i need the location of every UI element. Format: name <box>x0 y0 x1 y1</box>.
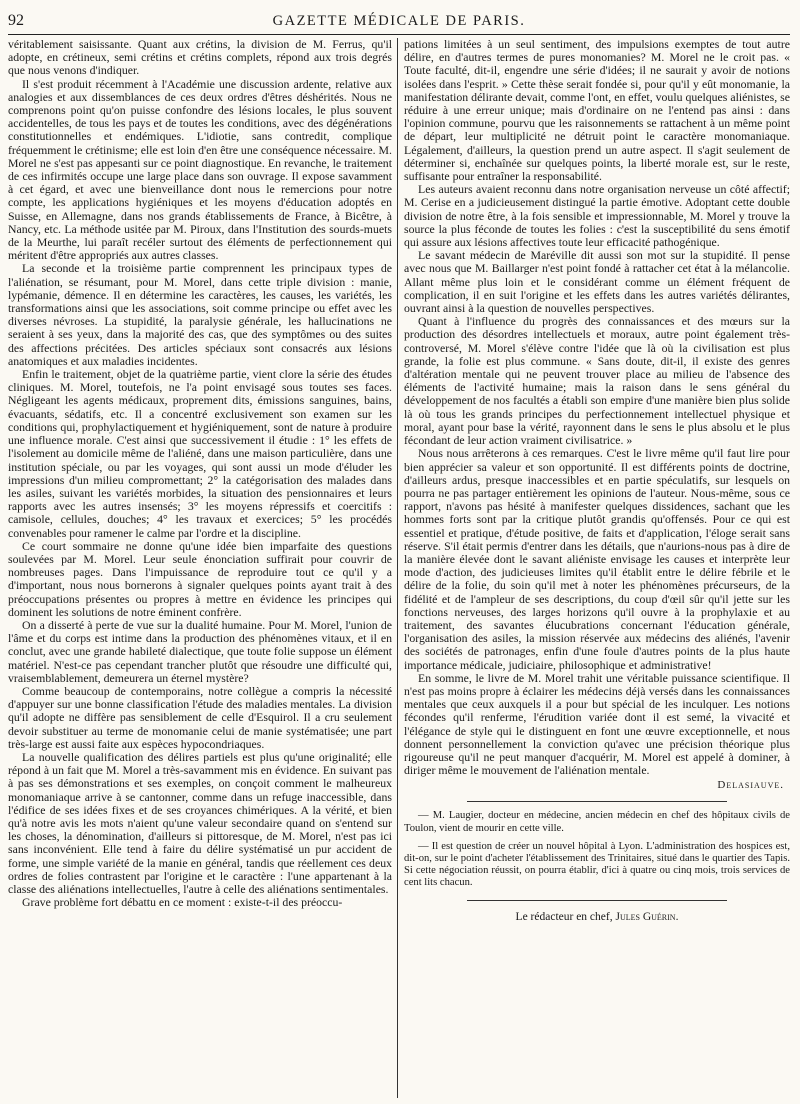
section-separator <box>467 801 727 802</box>
news-item: — M. Laugier, docteur en médecine, ancien médecin en chef des hôpitaux civils de Toulon, vient de mourir en cette ville. <box>404 810 790 834</box>
article-columns <box>8 38 790 1098</box>
news-items <box>404 810 790 889</box>
author-signature: Delasiauve. <box>717 779 784 792</box>
page-header <box>8 12 790 35</box>
paragraph: Les auteurs avaient reconnu dans notre organisation nerveuse un côté affectif; M. Cerise en a judicieusement distingué la partie émotive. Adoptant cette double division de notre être, à la fois sensible et impressionnable, M. Morel y trouve la source la plus féconde de toutes les folies : c'est la susceptibilité du sens émotif qui assure aux lésions affectives toute leur efficacité pathogénique. <box>404 182 790 250</box>
paragraph: En somme, le livre de M. Morel trahit une véritable puissance scientifique. Il n'est pas moins propre à éclairer les médecins déjà versés dans les connaissances mentales que ceux auxquels il a pour but spécial de les inculquer. Les notions fécondes qu'il renferme, l'érudition variée dont il est semé, la vivacité et l'élégance de style qui le distinguent en font une œuvre exceptionnelle, et nous donnent personnellement la conviction qu'avec une précision théorique plus rigoureuse qu'il ne peut manquer d'acquérir, M. Morel est appelé à dominer, à diriger même le mouvement de l'aliénation mentale. <box>404 670 790 778</box>
editor-line <box>404 911 790 923</box>
editor-name: Jules Guérin. <box>615 910 679 923</box>
paragraph: véritablement saisissante. Quant aux crétins, la division de M. Ferrus, qu'il adopte, en crétineux, semi crétins et crétins complets, répond aux trois degrés que nous venons d'indiquer. <box>8 38 392 78</box>
paragraph: Quant à l'influence du progrès des connaissances et des mœurs sur la production des désordres intellectuels et moraux, autre point également très-controversé, M. Morel s'élève contre l'idée que là où la civilisation est plus grande, la folie est plus commune. « Sans doute, dit-il, il existe des genres d'altération mentale qui ne peuvent trouver place au milieu de l'absence des éléments de l'activité humaine; mais la raison dans le sens général du développement de nos facultés a établi son empire d'une manière bien plus solide là où tous les grands principes du perfectionnement intellectuel physique et moral, ayant pour base la vérité, rayonnent dans le sens le plus absolu et le plus fécondant de leur action vraiment civilisatrice. » <box>404 314 790 448</box>
paragraph: Grave problème fort débattu en ce moment : existe-t-il des préoccu- <box>22 895 343 910</box>
journal-title: GAZETTE MÉDICALE DE PARIS. <box>272 13 526 29</box>
page-number: 92 <box>8 12 24 29</box>
paragraph: Ce court sommaire ne donne qu'une idée bien imparfaite des questions soulevées par M. Morel. Leur seule énonciation suffirait pour couvrir de nombreuses pages. Dans l'impuissance de reproduire tout ce qu'il y a d'important, nous nous bornerons à signaler quelques points ayant trait à des préoccupations présentes ou propres à mettre en évidence les principes qui dominent les solutions de notre éminent confrère. <box>8 538 392 619</box>
paragraph: La seconde et la troisième partie comprennent les principaux types de l'aliénation, se résumant, pour M. Morel, dans cette triple division : manie, lypémanie, démence. Il en détermine les caractères, les causes, les variétés, les transformations ainsi que les associations, soit comme principe ou effet avec les diverses névroses. La stupidité, la paralysie générale, les hallucinations ne seraient à ses yeux, dans la majorité des cas, que des symptômes ou des suites des affections précitées. Des articles spéciaux sont consacrés aux lésions anatomiques et aux maladies incidentes. <box>8 261 392 368</box>
editor-prefix: Le rédacteur en chef, <box>515 910 613 923</box>
paragraph: Enfin le traitement, objet de la quatrième partie, vient clore la série des études cliniques. M. Morel, toutefois, ne l'a point envisagé sous toutes ses faces. Négligeant les agents médicaux, proprement dits, émissions sanguines, bains, évacuants, sédatifs, etc. Il a concentré exclusivement son examen sur les conditions qui, prophylactiquement et hygiéniquement, sont de nature à produire une influence morale. C'est ainsi que successivement il étudie : 1° les effets de l'isolement au domicile même de l'aliéné, dans une maison particulière, dans une institution spéciale, ou par les voyages, qui sont aussi un mode d'éluder les impressions d'un milieu compromettant; 2° la catégorisation des malades dans les asiles, suivant les variétés morbides, la situation des pensionnaires et leurs rapports avec les autres insensés; 3° les moyens répressifs et coercitifs : camisole, cellules, douches; 4° les travaux et exercices; 5° les procédés convenables pour ramener le calme par l'ordre et la discipline. <box>8 367 392 540</box>
section-separator <box>467 900 727 901</box>
paragraph: La nouvelle qualification des délires partiels est plus qu'une originalité; elle répond à un fait que M. Morel a très-savamment mis en évidence. En suivant pas à pas ses démonstrations et ses exemples, on conçoit comment le malheureux monomaniaque arrive à se cantonner, comme dans un refuge inaccessible, dans l'édifice de ses idées fixes et de ses croyances chimériques. A la vérité, et bien qu'à notre avis les mots n'aient qu'une valeur secondaire quand on s'entend sur les choses, la dénomination, d'ailleurs si pittoresque, de M. Morel, n'est pas ici sans inconvénient. Elle tend à faire du délire systématisé un pur accident de forme, une simple variété de la manie en général, tandis que réellement ces deux ordres de folies contrastent par l'origine et le caractère : l'une appartenant à la classe des aliénations intellectuelles, l'autre à celle des aliénations sentimentales. <box>8 749 392 896</box>
right-column <box>404 38 790 1098</box>
paragraph: Nous nous arrêterons à ces remarques. C'est le livre même qu'il faut lire pour bien apprécier sa valeur et son opportunité. Il est différents points de doctrine, d'ailleurs ardus, presque inaccessibles et en partie spéculatifs, sur lesquels on pourra ne pas partager entièrement les opinions de l'auteur. Nous-même, sous ce rapport, n'avons pas hésité à manifester quelques dissidences, sachant que les hommes forts sont par la critique plutôt grandis qu'offensés. Pour ce qui est essentiel et pratique, d'étude positive, de faits et d'application, l'éloge serait sans réserve. S'il était permis d'entrer dans les détails, que n'aurions-nous pas à dire de la manière élevée dont le savant aliéniste envisage les causes et interprète leur mode d'action, des judicieuses limites qu'il établit entre le délire fébrile et le délire de la folie, du soin qu'il met à noter les phénomènes précurseurs, de la fidélité et de l'ampleur de ses descriptions, du coup d'œil sûr qu'il jette sur les fonctions nerveuses, des larges horizons qu'il ouvre à la prophylaxie et au traitement, des savantes élucubrations concernant l'éducation générale, l'organisation des asiles, la mission réservée aux médecins des aliénés, l'avenir des sociétés de patronages, enfin d'une foule d'autres points de la plus haute importance médicale, judiciaire, philosophique et administrative! <box>404 446 790 672</box>
news-item: — Il est question de créer un nouvel hôpital à Lyon. L'administration des hospices est, dit-on, sur le point d'acheter l'établissement des Trinitaires, situé dans le quartier des Tapis. Si cette négociation réussit, on pourra établir, d'ici à quatre ou cinq mois, trois services de cent lits chacun. <box>404 840 790 889</box>
paragraph: Il s'est produit récemment à l'Académie une discussion ardente, relative aux analogies et aux dissemblances de ces deux ordres d'êtres déshérités. Nous ne comprenons point qu'on puisse confondre des lésions locales, le plus souvent accidentelles, de tous les pays et de toutes les conditions, avec des dégénérations constitutionnelles et endémiques. L'idiotie, sans contredit, complique fréquemment le crétinisme; elle est loin d'en être une conséquence nécessaire. M. Morel ne s'est pas appesanti sur ce point diagnostique. En revanche, le traitement de ces infirmités occupe une large place dans son ouvrage. Il expose savamment à cet égard, et avec une bienveillance dont nous le remercions pour notre compte, les applications hygiéniques et les moyens d'éducation adoptés en Suisse, en Allemagne, dans nos grands établissements de France, à Bicêtre, à Nancy, etc. La méthode usitée par M. Piroux, dans l'Institution des sourds-muets de la Meurthe, lui paraît recéler surtout des éléments de perfectionnement qui méritent d'être appropriés aux autres classes. <box>8 76 392 263</box>
paragraph: pations limitées à un seul sentiment, des impulsions exemptes de tout autre délire, en d'autres termes de pures monomanies? M. Morel ne le croit pas. « Toute faculté, dit-il, engendre une série d'idées; il ne saurait y avoir de notions isolées dans l'esprit. » Cette thèse serait fondée si, pour qu'il y eût monomanie, la manifestation délirante devait, comme l'ont, en effet, voulu quelques aliénistes, se réduire à une erreur unique; mais d'ordinaire on ne l'entend pas ainsi : dans l'opinion commune, pourvu que les raisonnements se rattachent à un même point de départ, leur multiplicité ne détruit point le caractère monomaniaque. Légalement, d'ailleurs, la question prend un autre aspect. Il s'agit seulement de déterminer si, enchaînée sur quelques points, la liberté morale est, sur le reste, suffisante pour entraîner la responsabilité. <box>404 38 790 184</box>
paragraph: Le savant médecin de Maréville dit aussi son mot sur la stupidité. Il pense avec nous que M. Baillarger n'est point fondé à rattacher cet état à la mélancolie. Allant même plus loin et le considérant comme un élément fréquent de complication, il en suit l'origine et les effets dans les autres variétés délirantes, ouvrant ainsi à la question de nouvelles perspectives. <box>404 248 790 316</box>
paragraph: On a disserté à perte de vue sur la dualité humaine. Pour M. Morel, l'union de l'âme et du corps est intime dans la production des phénomènes vitaux, et il en conclut, avec une grande habileté dialectique, que toute folie suppose un élément matériel. N'est-ce pas cependant trancher plutôt que résoudre une difficulté qui, vraisemblablement, demeurera un éternel mystère? <box>8 617 392 685</box>
paragraph: Comme beaucoup de contemporains, notre collègue a compris la nécessité d'appuyer sur une bonne classification l'étude des maladies mentales. La division qu'il adopte ne diffère pas sensiblement de celle d'Esquirol. Il a cru seulement devoir substituer au terme de monomanie celui de manie systématisée; une part très-large est aussi faite aux espèces hypocondriaques. <box>8 683 392 751</box>
column-divider <box>397 38 398 1098</box>
left-column <box>8 38 392 1098</box>
